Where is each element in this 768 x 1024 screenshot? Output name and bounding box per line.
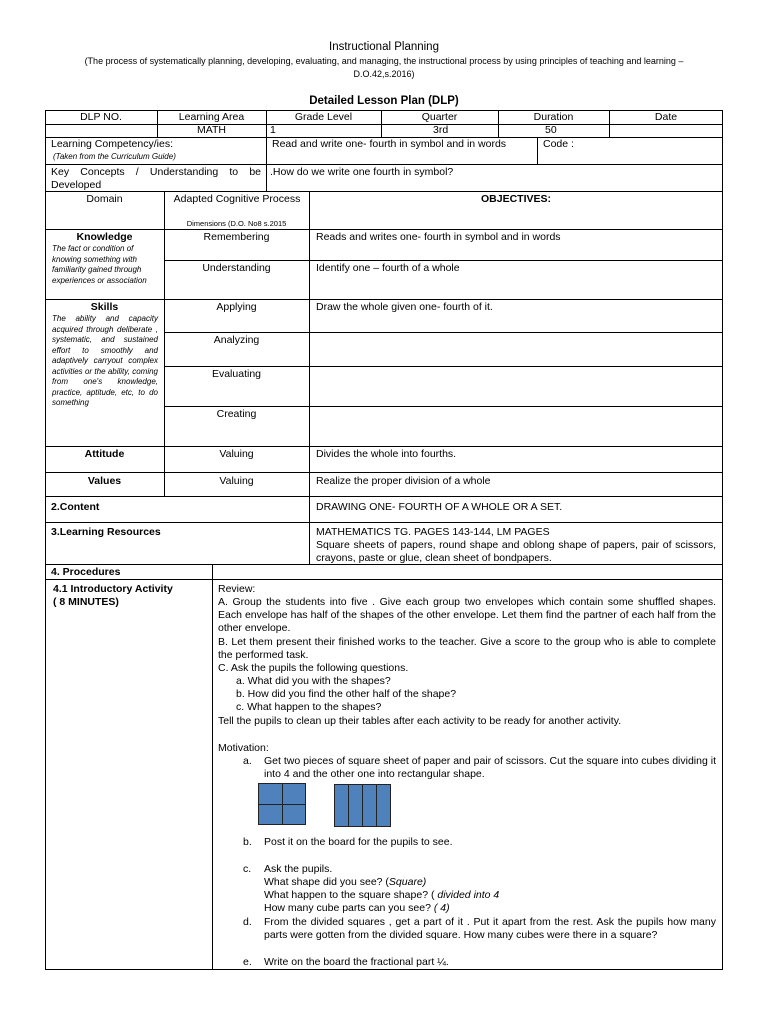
competency-note: (Taken from the Curriculum Guide) xyxy=(53,152,176,161)
review-heading: Review: xyxy=(218,583,256,595)
resources-label: 3.Learning Resources xyxy=(51,526,161,538)
attitude-process: Valuing xyxy=(219,448,254,460)
key-concepts-label: Key Concepts / Understanding to be Developed xyxy=(51,166,261,191)
motivation-e: Write on the board the fractional part ¼. xyxy=(264,956,449,968)
code-label: Code : xyxy=(543,138,574,150)
applying-objective: Draw the whole given one- fourth of it. xyxy=(316,301,493,313)
page-subtitle: (The process of systematically planning, developing, evaluating, and managing, the instructional process by using principles of teaching and learning – D.O.42,s.2016) xyxy=(84,56,684,79)
analyzing-label: Analyzing xyxy=(213,334,260,346)
dimensions-note: Dimensions (D.O. No8 s.2015 xyxy=(186,219,287,228)
skills-label: Skills xyxy=(90,301,119,313)
remembering-label: Remembering xyxy=(203,231,270,243)
resources-line1: MATHEMATICS TG. PAGES 143-144, LM PAGES xyxy=(316,526,550,538)
values-process: Valuing xyxy=(219,475,254,487)
skills-desc: The ability and capacity acquired through deliberate , systematic, and sustained effort to smoothly and adaptively carryout complex activities or the ability, coming from one's knowledge, practice, aptitude, etc, to do something xyxy=(52,314,158,407)
process-header: Adapted Cognitive Process xyxy=(173,193,301,205)
grade-level-value: 1 xyxy=(270,124,276,136)
domain-header: Domain xyxy=(86,193,123,205)
understanding-label: Understanding xyxy=(202,262,271,274)
grade-level-header: Grade Level xyxy=(294,111,353,123)
dlp-title: Detailed Lesson Plan (DLP) xyxy=(309,95,459,107)
knowledge-desc: The fact or condition of knowing something with familiarity gained through experiences or association xyxy=(52,244,147,285)
content-value: DRAWING ONE- FOURTH OF A WHOLE OR A SET. xyxy=(316,501,563,513)
question-cube-parts: How many cube parts can you see? ( 4) xyxy=(264,902,450,914)
dlp-no-header: DLP NO. xyxy=(80,111,122,123)
duration-header: Duration xyxy=(533,111,574,123)
square-divided-into-four xyxy=(258,783,306,825)
motivation-e-marker: e. xyxy=(243,956,252,968)
learning-area-value: MATH xyxy=(197,124,226,136)
review-step-a: A. Group the students into five . Give each group two envelopes which contain some shuffled shapes. Each envelope has half of the shapes of the other envelope. Let them find the partner of each half from the other envelope. xyxy=(218,596,716,634)
page-title: Instructional Planning xyxy=(329,41,439,53)
remembering-objective: Reads and writes one- fourth in symbol and in words xyxy=(316,231,561,243)
motivation-a-marker: a. xyxy=(243,755,252,767)
procedures-label: 4. Procedures xyxy=(51,566,121,578)
review-step-c: C. Ask the pupils the following questions. xyxy=(218,662,409,674)
motivation-c-marker: c. xyxy=(243,863,252,875)
question-c: c. What happen to the shapes? xyxy=(236,701,382,713)
question-square-happen: What happen to the square shape? ( divided into 4 xyxy=(264,889,500,901)
quarter-header: Quarter xyxy=(421,111,458,123)
intro-activity-label: 4.1 Introductory Activity xyxy=(53,583,173,595)
motivation-d: From the divided squares , get a part of it . Put it apart from the rest. Ask the pupils how many parts were gotten from the divided square. How many cubes were there in a square? xyxy=(264,916,716,941)
attitude-label: Attitude xyxy=(84,448,125,460)
creating-label: Creating xyxy=(216,408,257,420)
values-objective: Realize the proper division of a whole xyxy=(316,475,491,487)
question-a: a. What did you with the shapes? xyxy=(236,675,391,687)
duration-value: 50 xyxy=(545,124,557,136)
evaluating-label: Evaluating xyxy=(211,368,262,380)
motivation-b-marker: b. xyxy=(243,836,252,848)
resources-line2: Square sheets of papers, round shape and oblong shape of papers, pair of scissors, crayons, paste or glue, clean sheet of bondpapers. xyxy=(316,539,716,564)
attitude-objective: Divides the whole into fourths. xyxy=(316,448,457,460)
square-divided-into-strips xyxy=(334,784,391,827)
competency-label: Learning Competency/ies: xyxy=(51,138,173,150)
intro-activity-minutes: ( 8 MINUTES) xyxy=(53,596,119,608)
motivation-heading: Motivation: xyxy=(218,742,269,754)
review-step-b: B. Let them present their finished works to the teacher. Give a score to the group who is able to complete the performed task. xyxy=(218,636,716,661)
content-label: 2.Content xyxy=(51,501,100,513)
key-concepts-value: .How do we write one fourth in symbol? xyxy=(270,166,454,178)
competency-value: Read and write one- fourth in symbol and in words xyxy=(272,138,507,150)
date-header: Date xyxy=(654,111,678,123)
question-shape-seen: What shape did you see? (Square) xyxy=(264,876,427,888)
cleanup-instruction: Tell the pupils to clean up their tables after each activity to be ready for another activity. xyxy=(218,715,622,727)
understanding-objective: Identify one – fourth of a whole xyxy=(316,262,460,274)
motivation-b: Post it on the board for the pupils to see. xyxy=(264,836,453,848)
motivation-d-marker: d. xyxy=(243,916,252,928)
objectives-header: OBJECTIVES: xyxy=(480,193,551,205)
motivation-c: Ask the pupils. xyxy=(264,863,333,875)
learning-area-header: Learning Area xyxy=(178,111,245,123)
applying-label: Applying xyxy=(216,301,257,313)
values-label: Values xyxy=(87,475,122,487)
knowledge-label: Knowledge xyxy=(76,231,133,243)
quarter-value: 3rd xyxy=(433,124,449,136)
question-b: b. How did you find the other half of the shape? xyxy=(236,688,457,700)
motivation-a: Get two pieces of square sheet of paper and pair of scissors. Cut the square into cubes dividing it into 4 and the other one into rectangular shape. xyxy=(264,755,716,780)
